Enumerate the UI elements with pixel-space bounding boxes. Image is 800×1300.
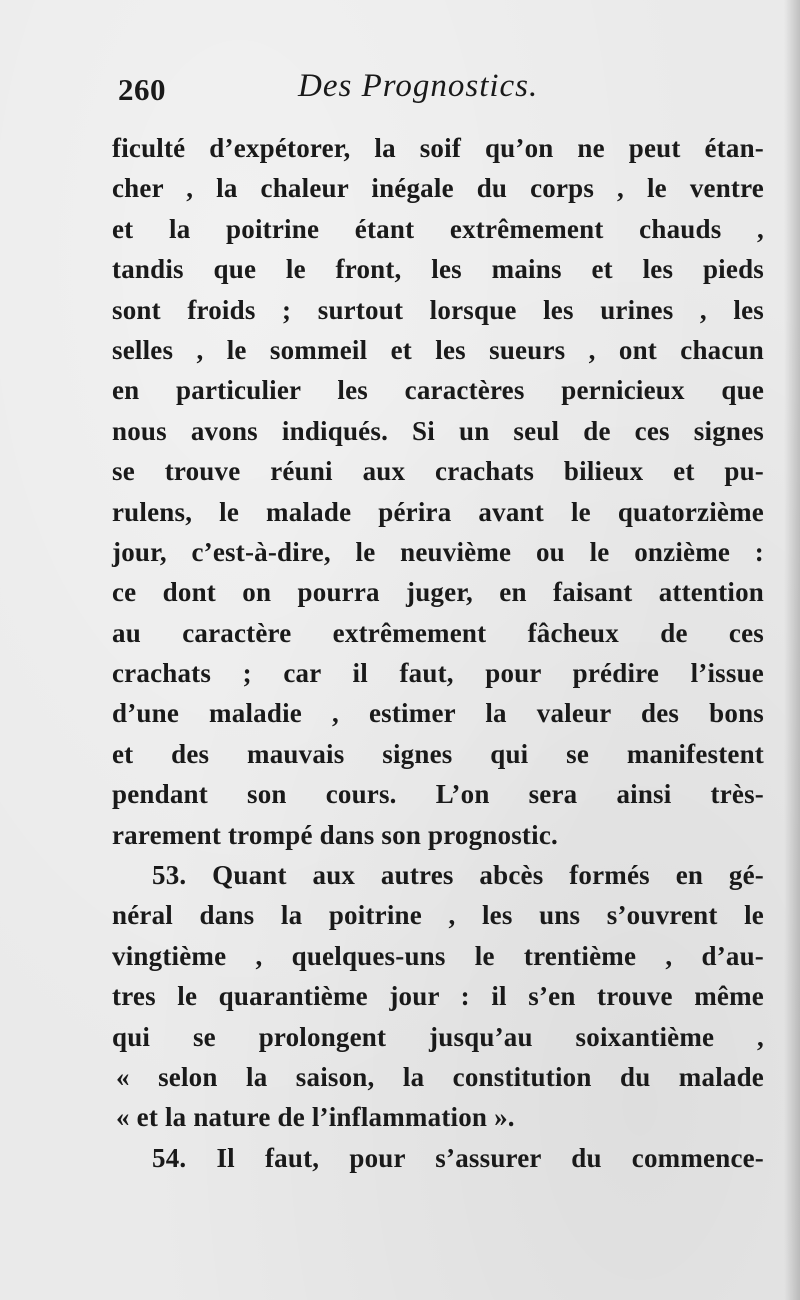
running-title: Des Prognostics. <box>298 68 539 104</box>
text-line: tres le quarantième jour : il s’en trouve même <box>112 981 764 1012</box>
text-line: tandis que le front, les mains et les pieds <box>112 254 764 285</box>
quoted-line: « selon la saison, la constitution du malade <box>116 1061 764 1092</box>
text-line: au caractère extrêmement fâcheux de ces <box>112 617 764 648</box>
text-line: sont froids ; surtout lorsque les urines , les <box>112 294 764 325</box>
page-number: 260 <box>118 72 166 107</box>
text-line: d’une maladie , estimer la valeur des bons <box>112 698 764 729</box>
text-line: nous avons indiqués. Si un seul de ces signes <box>112 415 764 446</box>
text-line: se trouve réuni aux crachats bilieux et pu- <box>112 456 764 487</box>
text-line: vingtième , quelques-uns le trentième , d’au- <box>112 940 764 971</box>
text-line: cher , la chaleur inégale du corps , le ventre <box>112 173 764 204</box>
text-line: selles , le sommeil et les sueurs , ont chacun <box>112 334 764 365</box>
quoted-line: « et la nature de l’inflammation ». <box>116 1102 515 1133</box>
text-line: rarement trompé dans son prognostic. <box>112 819 558 850</box>
paragraph-54-start: 54. Il faut, pour s’assurer du commence- <box>152 1142 764 1173</box>
text-line: en particulier les caractères pernicieux que <box>112 375 764 406</box>
text-line: jour, c’est-à-dire, le neuvième ou le onzième : <box>112 536 764 567</box>
text-line: et des mauvais signes qui se manifestent <box>112 738 764 769</box>
paragraph-53-start: 53. Quant aux autres abcès formés en gé- <box>152 860 764 891</box>
body-text <box>112 128 764 1178</box>
text-line: pendant son cours. L’on sera ainsi très- <box>112 779 764 810</box>
text-line: ce dont on pourra juger, en faisant attention <box>112 577 764 608</box>
text-line: et la poitrine étant extrêmement chauds , <box>112 213 764 244</box>
text-line: crachats ; car il faut, pour prédire l’issue <box>112 658 764 689</box>
page-header <box>118 68 598 118</box>
text-line: rulens, le malade périra avant le quatorzième <box>112 496 764 527</box>
text-line: qui se prolongent jusqu’au soixantième , <box>112 1021 764 1052</box>
text-line: néral dans la poitrine , les uns s’ouvrent le <box>112 900 764 931</box>
text-line: ficulté d’expétorer, la soif qu’on ne peut étan- <box>112 133 764 163</box>
